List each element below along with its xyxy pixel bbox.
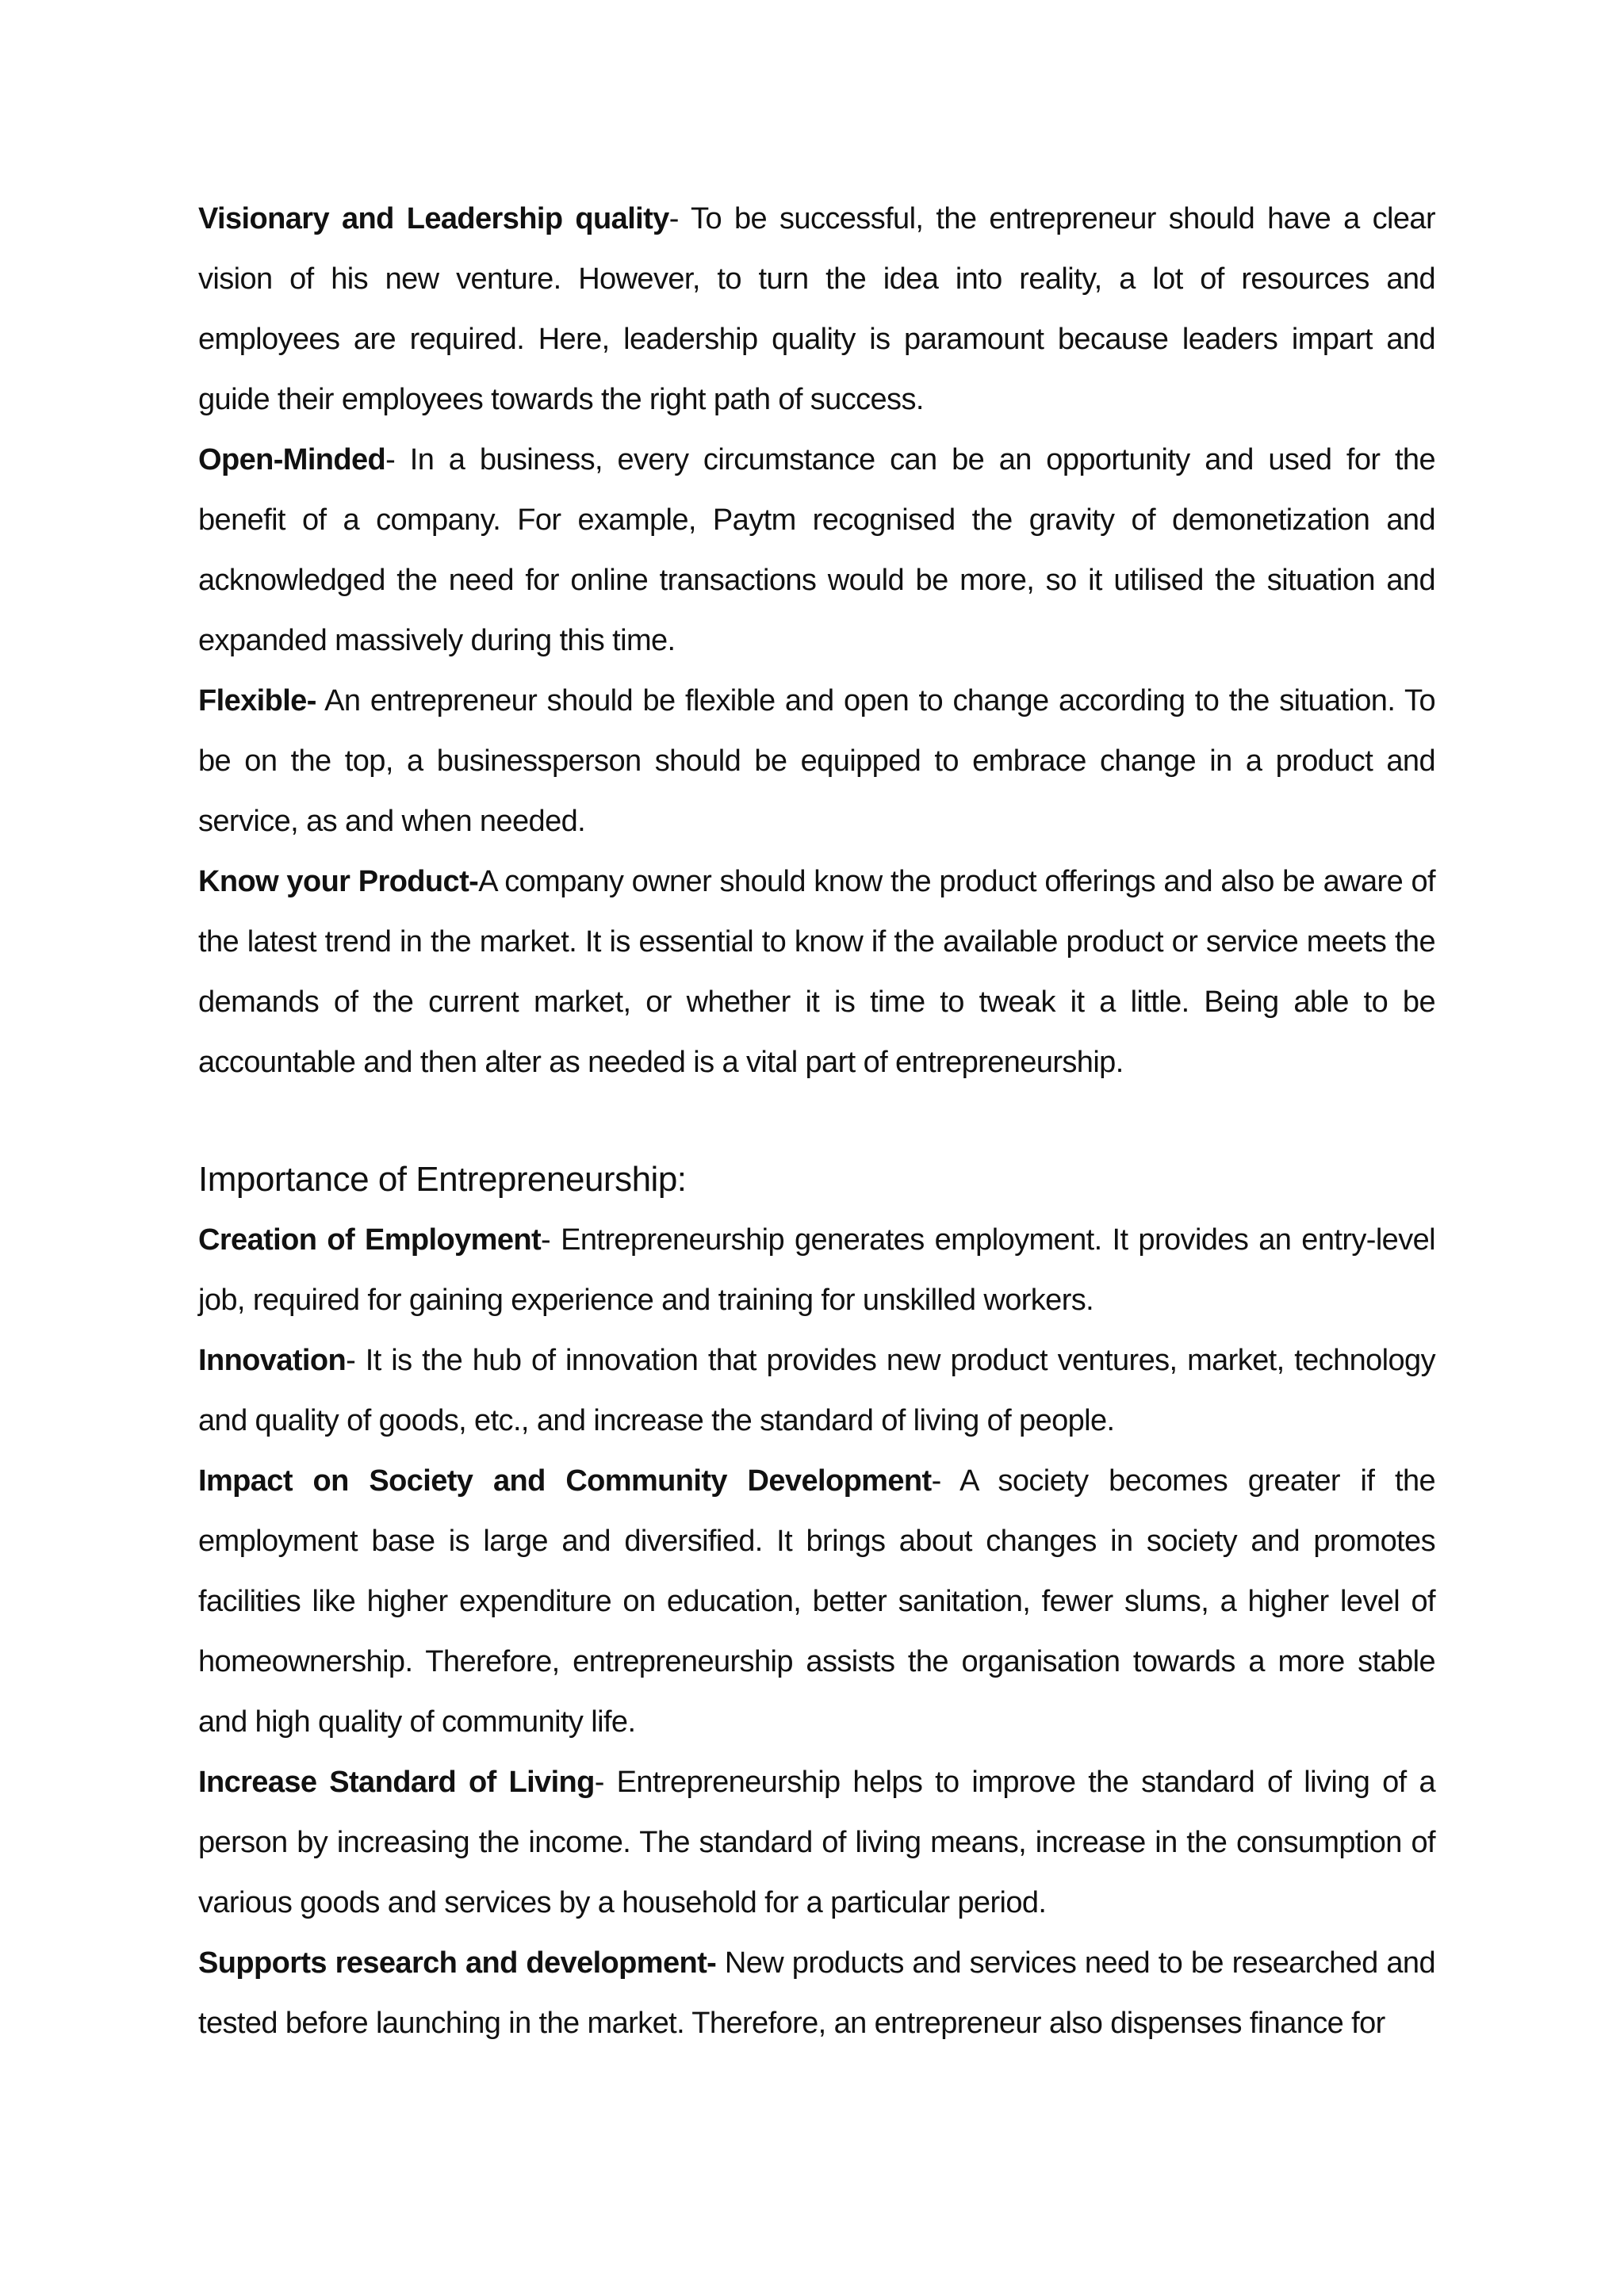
paragraph-supports-research — [198, 1933, 1435, 2053]
text-visionary-leadership: - To be successful, the entrepreneur should have a clear vision of his new venture. However, to turn the idea into reality, a lot of resources and employees are required. Here, leadership quality is paramount because leaders impart and guide their employees towards the right path of success. — [198, 202, 1436, 416]
term-impact-on-society: Impact on Society and Community Development — [198, 1464, 932, 1498]
paragraph-innovation — [198, 1330, 1435, 1451]
paragraph-flexible — [198, 671, 1435, 851]
text-flexible: An entrepreneur should be flexible and open to change according to the situation. To be on the top, a businessperson should be equipped to embrace change in a product and service, as and when needed. — [198, 684, 1435, 838]
paragraph-open-minded — [198, 430, 1435, 671]
paragraph-increase-standard-of-living — [198, 1752, 1435, 1933]
term-know-your-product: Know your Product- — [198, 865, 479, 898]
term-innovation: Innovation — [198, 1344, 347, 1377]
document-page — [198, 189, 1435, 2053]
term-open-minded: Open-Minded — [198, 443, 386, 476]
paragraph-visionary-leadership — [198, 189, 1435, 430]
text-supports-research: New products and services need to be researched and tested before launching in the market. Therefore, an entrepreneur also dispenses finance for — [198, 1946, 1435, 2040]
text-increase-standard-of-living: - Entrepreneurship helps to improve the standard of living of a person by increasing the income. The standard of living means, increase in the consumption of various goods and services by a household for a particular period. — [198, 1766, 1435, 1919]
term-visionary-leadership: Visionary and Leadership quality — [198, 202, 669, 235]
text-innovation: - It is the hub of innovation that provides new product ventures, market, technology and quality of goods, etc., and increase the standard of living of people. — [198, 1344, 1435, 1437]
text-open-minded: - In a business, every circumstance can be an opportunity and used for the benefit of a company. For example, Paytm recognised the gravity of demonetization and acknowledged the need for online transactions would be more, so it utilised the situation and expanded massively during this time. — [198, 443, 1435, 657]
term-flexible: Flexible- — [198, 684, 316, 718]
term-increase-standard-of-living: Increase Standard of Living — [198, 1766, 595, 1799]
text-know-your-product: A company owner should know the product offerings and also be aware of the latest trend in the market. It is essential to know if the available product or service meets the demands of the current market, or whether it is time to tweak it a little. Being able to be accountable and then alter as needed is a vital part of entrepreneurship. — [198, 865, 1435, 1079]
term-creation-of-employment: Creation of Employment — [198, 1223, 542, 1257]
paragraph-creation-of-employment — [198, 1210, 1435, 1330]
paragraph-know-your-product — [198, 851, 1435, 1093]
text-creation-of-employment: - Entrepreneurship generates employment. It provides an entry-level job, required for gaining experience and training for unskilled workers. — [198, 1223, 1435, 1317]
heading-importance-of-entrepreneurship: Importance of Entrepreneurship: — [198, 1160, 687, 1199]
text-impact-on-society: - A society becomes greater if the employment base is large and diversified. It brings about changes in society and promotes facilities like higher expenditure on education, better sanitation, fewer slums, a higher level of homeownership. Therefore, entrepreneurship assists the organisation towards a more stable and high quality of community life. — [198, 1464, 1436, 1739]
paragraph-impact-on-society — [198, 1451, 1435, 1752]
term-supports-research: Supports research and development- — [198, 1946, 717, 1980]
